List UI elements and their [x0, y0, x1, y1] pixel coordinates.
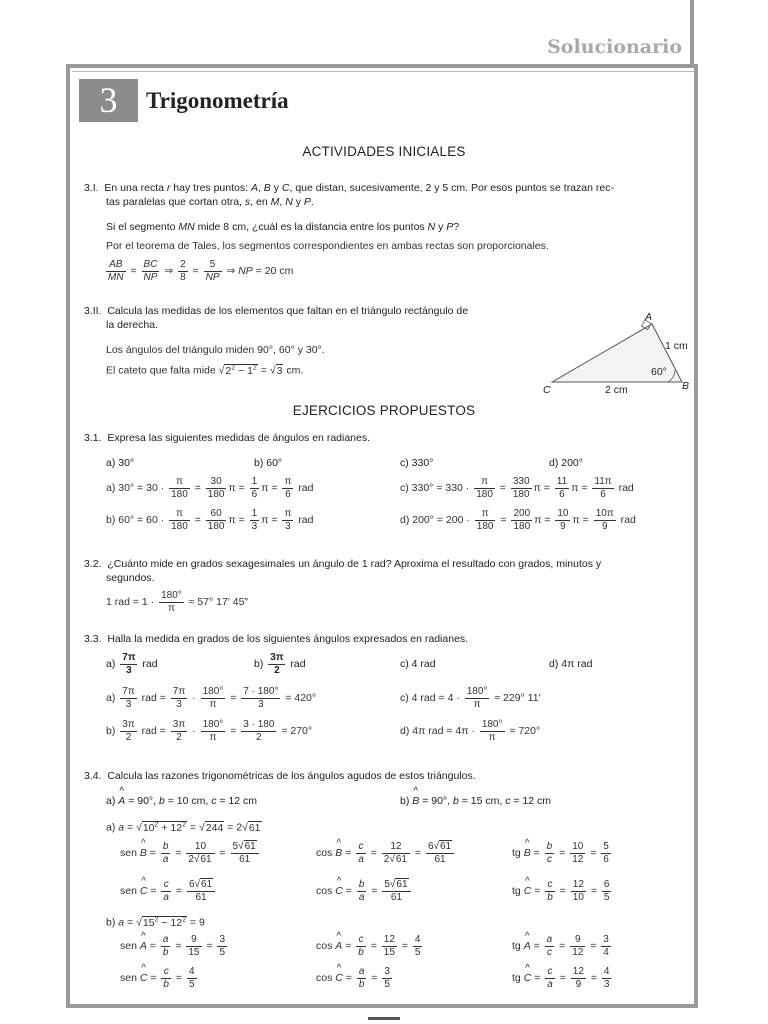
page-number-fragment: [368, 1017, 400, 1020]
section-title-proposed: EJERCICIOS PROPUESTOS: [292, 403, 476, 418]
section-title-initial: ACTIVIDADES INICIALES: [302, 144, 466, 159]
chapter-number: 3: [79, 79, 138, 122]
frame-top-right: [690, 0, 694, 64]
frame-left: [66, 64, 70, 1008]
frame-bottom: [66, 1004, 698, 1008]
triangle-angle-b: 60°: [651, 366, 667, 378]
frame-inner-top: [72, 71, 694, 72]
triangle-label-a: A: [645, 311, 653, 323]
triangle-label-c: C: [543, 384, 551, 396]
chapter-title: Trigonometría: [146, 88, 289, 113]
header-title: Solucionario: [547, 36, 682, 58]
triangle-side-cb: 2 cm: [605, 384, 628, 396]
frame-top: [66, 64, 698, 68]
triangle-side-ab: 1 cm: [665, 340, 688, 352]
triangle-label-b: B: [682, 380, 690, 392]
frame-right: [694, 64, 698, 1008]
